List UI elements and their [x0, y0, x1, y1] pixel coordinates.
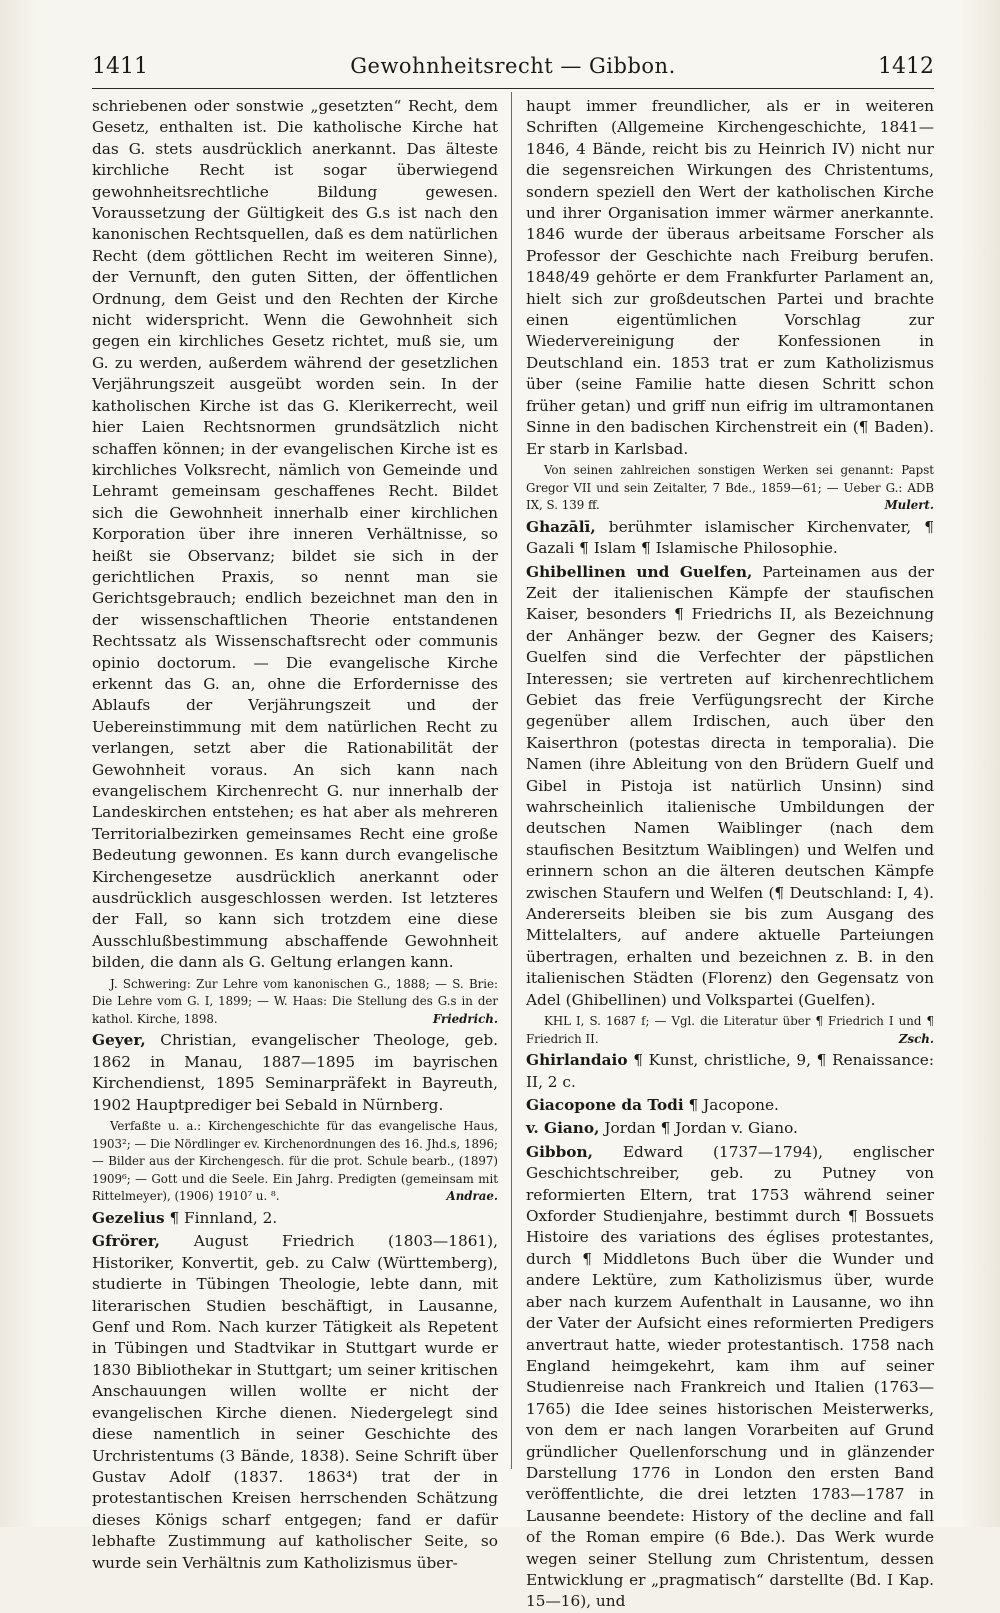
entry-gibbon: [526, 1142, 934, 1613]
literature-note: [92, 1118, 498, 1206]
entry-headword: Ghibellinen und Guelfen,: [526, 562, 753, 581]
article-author: Andrae.: [446, 1189, 498, 1204]
entry-ghirlandaio: [526, 1050, 934, 1093]
gfroerer-continued-text: haupt immer freundlicher, als er in weiteren Schriften (Allgemeine Kirchengeschichte, 1841—1846, 4 Bände, reicht bis zu Heinrich IV) nicht nur die segensreichen Wirkungen des Christentums, sondern speziell den Wert der katholischen Kirche und ihrer Organisation immer wärmer anerkannte. 1846 wurde der überaus arbeitsame Forscher als Professor der Geschichte nach Freiburg berufen. 1848/49 gehörte er dem Frankfurter Parlament an, hielt sich zur großdeutschen Partei und brachte einen eigentümlichen Vorschlag zur Wiedervereinigung der Konfessionen in Deutschland ein. 1853 trat er zum Katholizismus über (seine Familie hatte diesen Schritt schon früher getan) und griff nun eifrig im ultramontanen Sinne in den badischen Kirchenstreit ein (¶ Baden). Er starb in Karlsbad.: [526, 97, 934, 458]
header-rule: [92, 88, 934, 89]
entry-gezelius: [92, 1208, 498, 1229]
entry-text: berühmter islamischer Kirchenvater, ¶ Gazali ¶ Islam ¶ Islamische Philosophie.: [526, 517, 934, 558]
literature-note: [92, 976, 498, 1029]
literature-note: [526, 1013, 934, 1048]
literature-note: [526, 462, 934, 515]
entry-headword: Ghazālī,: [526, 517, 596, 536]
entry-gfroerer: [92, 1231, 498, 1574]
article-author: Friedrich.: [432, 1011, 498, 1026]
entry-text: Parteinamen aus der Zeit der italienischen Kämpfe der staufischen Kaiser, besonders ¶ Friedrichs II, als Bezeichnung der Anhänger bezw. der Gegner des Kaisers; Guelfen sind die Verfechter der päpstlichen Interessen; sie vertreten auf kirchenrechtlichem Gebiet das freie Verfügungsrecht der Kirche gegenüber allem Irdischen, auch über den Kaiserthron (potestas directa in temporalia). Die Namen (ihre Ableitung von den Brüdern Guelf und Gibel in Pistoja ist natürlich Unsinn) sind wahrscheinlich italienische Umbildungen der deutschen Namen Waiblinger (nach dem staufischen Besitztum Waiblingen) und Welfen und erinnern schon an die älteren deutschen Kämpfe zwischen Staufern und Welfen (¶ Deutschland: I, 4). Andererseits bleiben sie bis zum Ausgang des Mittelalters, auf andere aktuelle Parteiungen übertragen, erhalten und bezeichnen z. B. in den italienischen Städten (Florenz) den Gegensatz von Adel (Ghibellinen) und Volkspartei (Guelfen).: [526, 562, 934, 1009]
entry-headword: Ghirlandaio: [526, 1051, 628, 1070]
entry-headword: Gibbon,: [526, 1142, 593, 1161]
column-divider: [511, 92, 512, 1469]
entry-text: Christian, evangelischer Theologe, geb. 1862 in Manau, 1887—1895 im bayrischen Kirchendienst, 1895 Seminarpräfekt in Bayreuth, 1902 Hauptprediger bei Sebald in Nürnberg.: [92, 1031, 498, 1114]
running-header: [92, 46, 934, 86]
literature-text: Von seinen zahlreichen sonstigen Werken sei genannt: Papst Gregor VII und sein Zeitalter, 7 Bde., 1859—61; — Ueber G.: ADB IX, S. 139 ff.: [526, 462, 934, 513]
literature-text: Verfaßte u. a.: Kirchengeschichte für das evangelische Haus, 1903²; — Die Nördlinger ev. Kirchenordnungen des 16. Jhd.s, 1896; — Bilder aus der Kirchengesch. für die prot. Schule bearb., (1897) 1909⁶; — Gott und die Seele. Ein Jahrg. Predigten (gemeinsam mit Rittelmeyer), (1906) 1910⁷ u. ⁸.: [92, 1119, 498, 1204]
entry-headword: Giacopone da Todi: [526, 1096, 684, 1115]
page-number-right: 1412: [878, 53, 934, 79]
entry-headword: Geyer,: [92, 1031, 146, 1050]
entry-text: Edward (1737—1794), englischer Geschichtschreiber, geb. zu Putney von reformierten Eltern, trat 1753 während seiner Oxforder Studienjahre, bestimmt durch ¶ Bossuets Histoire des variations des églises protestantes, durch ¶ Middletons Buch über die Wunder und andere Lektüre, zum Katholizismus über, wurde aber nach kurzem Aufenthalt in Lausanne, wo ihn der Vater der Aufsicht eines reformierten Predigers anvertraut hatte, wieder protestantisch. 1758 nach England heimgekehrt, kam ihm auf seiner Studienreise nach Frankreich und Italien (1763—1765) die Idee seines historischen Meisterwerks, von dem er nach langen Vorarbeiten auf Grund gründlicher Quellenforschung und in glänzender Darstellung 1776 in London den ersten Band veröffentlichte, die drei letzten 1783—1787 in Lausanne beendete: History of the decline and fall of the Roman empire (6 Bde.). Das Werk wurde wegen seiner Stellung zum Christentum, dessen Entwicklung er „pragmatisch“ darstellte (Bd. I Kap. 15—16), und: [526, 1142, 934, 1611]
entry-geyer: [92, 1030, 498, 1116]
entry-text: ¶ Jacopone.: [688, 1096, 779, 1115]
literature-text: KHL I, S. 1687 f; — Vgl. die Literatur über ¶ Friedrich I und ¶ Friedrich II.: [526, 1014, 934, 1046]
entry-headword: Gezelius: [92, 1209, 165, 1228]
entry-ghibellinen: [526, 562, 934, 1012]
entry-text: ¶ Finnland, 2.: [169, 1209, 278, 1228]
page-number-left: 1411: [92, 53, 148, 79]
entry-ghazali: [526, 517, 934, 560]
entry-text: August Friedrich (1803—1861), Historiker, Konvertit, geb. zu Calw (Württemberg), studierte in Tübingen Theologie, lebte dann, mit literarischen Studien beschäftigt, in Lausanne, Genf und Rom. Nach kurzer Tätigkeit als Repetent in Tübingen und Stadtvikar in Stuttgart wurde er 1830 Bibliothekar in Stuttgart; um seiner kritischen Anschauungen willen wollte er nicht der evangelischen Kirche dienen. Niedergelegt sind diese namentlich in seiner Geschichte des Urchristentums (3 Bände, 1838). Seine Schrift über Gustav Adolf (1837. 1863⁴) trat der in protestantischen Kreisen herrschenden Schätzung dieses Königs scharf entgegen; fand er dafür lebhafte Zustimmung auf katholischer Seite, so wurde sein Verhältnis zum Katholizismus über-: [92, 1232, 498, 1572]
article-author: Mulert.: [884, 498, 934, 513]
entry-text: ¶ Kunst, christliche, 9, ¶ Renaissance: II, 2 c.: [526, 1051, 934, 1091]
entry-headword: Gfrörer,: [92, 1232, 160, 1251]
entry-headword: v. Giano,: [526, 1119, 600, 1138]
running-title: Gewohnheitsrecht — Gibbon.: [350, 54, 676, 78]
literature-text: J. Schwering: Zur Lehre vom kanonischen G., 1888; — S. Brie: Die Lehre vom G. I, 1899; — W. Haas: Die Stellung des G.s in der kathol. Kirche, 1898.: [92, 976, 498, 1026]
gewohnheitsrecht-text: schriebenen oder sonstwie „gesetzten“ Recht, dem Gesetz, enthalten ist. Die katholische Kirche hat das G. stets ausdrücklich anerkannt. Das älteste kirchliche Recht ist sogar überwiegend gewohnheitsrechtliche Bildung gewesen. Voraussetzung der Gültigkeit des G.s ist nach den kanonischen Rechtsquellen, daß es dem natürlichen Recht (dem göttlichen Recht im weiteren Sinne), der Vernunft, den guten Sitten, der öffentlichen Ordnung, dem Geist und den Rechten der Kirche nicht widerspricht. Wenn die Gewohnheit sich gegen ein kirchliches Gesetz richtet, muß sie, um G. zu werden, außerdem während der gesetzlichen Verjährungszeit ausgeübt worden sein. In der katholischen Kirche ist das G. Klerikerrecht, weil hier Laien Rechtsnormen grundsätzlich nicht schaffen können; in der evangelischen Kirche ist es kirchliches Volksrecht, nämlich von Gemeinde und Lehramt gemeinsam geschaffenes Recht. Bildet sich die Gewohnheit innerhalb einer kirchlichen Korporation über ihre inneren Verhältnisse, so heißt sie Observanz; bildet sie sich in der gerichtlichen Praxis, so nennt man sie Gerichtsgebrauch; endlich bezeichnet man den in der wissenschaftlichen Theorie entstandenen Rechtssatz als Wissenschaftsrecht oder communis opinio doctorum. — Die evangelische Kirche erkennt das G. an, ohne die Erfordernisse des Ablaufs der Verjährungszeit und der Uebereinstimmung mit dem natürlichen Recht zu verlangen, setzt aber die Rationabilität der Gewohnheit voraus. An sich kann nach evangelischem Kirchenrecht G. nur innerhalb der Landeskirchen entstehen; es hat aber als mehreren Territorialbezirken gemeinsames Recht eine große Bedeutung gewonnen. Es kann durch evangelische Kirchengesetze ausdrücklich anerkannt oder ausdrücklich ausgeschlossen werden. Ist letzteres der Fall, so kann sich trotzdem eine diese Ausschlußbestimmung abschaffende Gewohnheit bilden, die dann als G. Geltung erlangen kann.: [92, 97, 498, 972]
entry-giacopone: [526, 1095, 934, 1116]
article-author: Zsch.: [898, 1031, 934, 1046]
entry-text: Jordan ¶ Jordan v. Giano.: [604, 1119, 798, 1138]
right-column: [526, 96, 934, 1613]
left-column: [92, 96, 498, 1574]
entry-giano: [526, 1118, 934, 1139]
